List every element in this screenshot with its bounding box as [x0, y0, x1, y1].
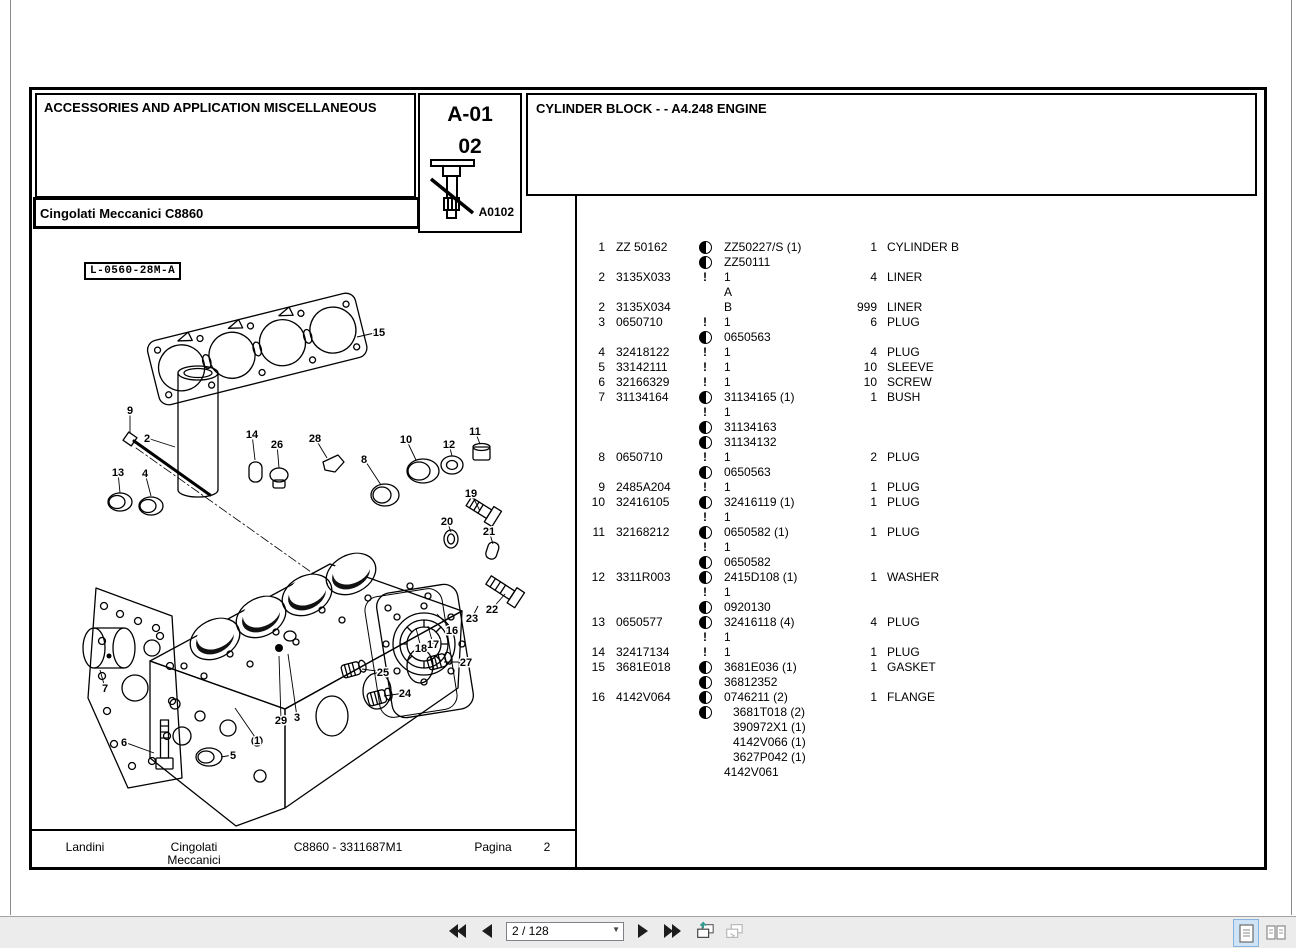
- alt-part-text: 2415D108 (1): [724, 570, 798, 584]
- quantity: 1: [870, 690, 877, 704]
- item-number: 6: [598, 375, 605, 389]
- single-page-icon: [1239, 924, 1254, 943]
- note-icon: !: [703, 585, 707, 599]
- alt-part-text: 1: [724, 315, 731, 329]
- section-code-line1: A-01: [447, 103, 493, 126]
- callout-number: 22: [485, 604, 499, 616]
- callout-number: 28: [308, 433, 322, 445]
- substitute-icon: [696, 255, 714, 270]
- substitute-icon: [696, 525, 714, 540]
- note-icon: !: [703, 345, 707, 359]
- callout-number: 5: [229, 750, 237, 762]
- callout-number: 2: [143, 433, 151, 445]
- alt-part-text: 0746211 (2): [724, 690, 788, 704]
- alt-part-text: ZZ50227/S (1): [724, 240, 802, 254]
- chevron-down-icon: ▼: [612, 924, 620, 934]
- table-row: [583, 480, 1259, 495]
- quantity: 1: [870, 645, 877, 659]
- alt-part-text: 4142V066 (1): [733, 735, 806, 749]
- substitute-icon: [696, 495, 714, 510]
- callout-number: 15: [372, 327, 386, 339]
- alt-part-text: 1: [724, 345, 731, 359]
- substitute-icon: [696, 675, 714, 690]
- alt-part-text: 3681T018 (2): [733, 705, 806, 719]
- window-left-border: [10, 0, 11, 915]
- callout-number: 4: [141, 468, 149, 480]
- description: FLANGE: [887, 690, 936, 704]
- table-row: [583, 375, 1259, 390]
- quantity: 10: [863, 360, 877, 374]
- section-code-line2: 02: [458, 135, 482, 158]
- alt-part-text: 4142V061: [724, 765, 779, 779]
- table-row: [583, 570, 1259, 615]
- description: PLUG: [887, 450, 920, 464]
- substitute-icon: [696, 555, 714, 570]
- callout-number: 21: [482, 526, 496, 538]
- part-number: 0650577: [616, 615, 663, 629]
- alt-part-text: 32416119 (1): [724, 495, 795, 509]
- footer-model: [167, 841, 220, 867]
- note-icon: !: [703, 510, 707, 524]
- part-number: 31134164: [616, 390, 669, 404]
- exploded-diagram: [32, 196, 575, 828]
- callout-number: 29: [274, 715, 288, 727]
- part-number: 32416105: [616, 495, 670, 509]
- note-icon: !: [703, 645, 707, 659]
- alt-part-text: 3627P042 (1): [733, 750, 806, 764]
- alt-part-text: 1: [724, 450, 731, 464]
- quantity: 1: [870, 525, 877, 539]
- callout-number: 27: [459, 657, 473, 669]
- callout-number: 12: [442, 439, 456, 451]
- quantity: 1: [870, 240, 877, 254]
- description: PLUG: [887, 345, 920, 359]
- substitute-icon: [696, 390, 714, 405]
- alt-part-text: ZZ50111: [724, 255, 771, 269]
- callout-leader: [288, 654, 297, 717]
- alt-part-text: 1: [724, 585, 731, 599]
- note-icon: !: [703, 540, 707, 554]
- description: PLUG: [887, 315, 920, 329]
- callout-number: 17: [426, 639, 440, 651]
- item-number: 9: [598, 480, 605, 494]
- part-number: 2485A204: [616, 480, 671, 494]
- alt-part-text: 1: [724, 375, 731, 389]
- alt-part-text: 1: [724, 360, 731, 374]
- substitute-icon: [696, 420, 714, 435]
- part-number: 0650710: [616, 315, 663, 329]
- alt-part-text: 0920130: [724, 600, 771, 614]
- item-number: 8: [598, 450, 605, 464]
- substitute-icon: [696, 660, 714, 675]
- description: PLUG: [887, 615, 920, 629]
- description: CYLINDER B: [887, 240, 960, 254]
- alt-part-text: 31134165 (1): [724, 390, 795, 404]
- note-icon: !: [703, 270, 707, 284]
- table-row: [583, 450, 1259, 480]
- previous-page-icon: [482, 924, 492, 938]
- substitute-icon: [696, 690, 714, 705]
- pane-divider: [575, 196, 577, 867]
- note-icon: !: [703, 630, 707, 644]
- note-icon: !: [703, 360, 707, 374]
- table-row: [583, 390, 1259, 450]
- quantity: 1: [870, 570, 877, 584]
- callout-number: 14: [245, 429, 259, 441]
- callout-number: 24: [398, 688, 412, 700]
- substitute-icon: [696, 615, 714, 630]
- quantity: 4: [870, 345, 877, 359]
- substitute-icon: [696, 240, 714, 255]
- item-number: 14: [591, 645, 605, 659]
- figure-label: L-0560-28M-A: [84, 262, 181, 280]
- footer-page-number: 2: [543, 840, 551, 854]
- callout-leader: [147, 438, 175, 447]
- compare-pages-icon: [724, 920, 744, 942]
- alt-part-text: 390972X1 (1): [733, 720, 806, 734]
- part-number: 4142V064: [616, 690, 671, 704]
- callout-number: 10: [399, 434, 413, 446]
- window-right-border: [1291, 0, 1292, 915]
- quantity: 1: [870, 480, 877, 494]
- quantity: 1: [870, 660, 877, 674]
- callout-number: 13: [111, 467, 125, 479]
- page-selector: [506, 922, 624, 941]
- section-title: ACCESSORIES AND APPLICATION MISCELLANEOUS: [44, 100, 377, 115]
- table-row: [583, 315, 1259, 345]
- description: LINER: [887, 300, 923, 314]
- alt-part-text: 1: [724, 645, 731, 659]
- item-number: 3: [598, 315, 605, 329]
- callout-number: 7: [101, 683, 109, 695]
- quantity: 1: [870, 495, 877, 509]
- callout-number: 19: [464, 488, 478, 500]
- callout-number: 25: [376, 667, 390, 679]
- item-number: 5: [598, 360, 605, 374]
- alt-part-text: 0650582: [724, 555, 771, 569]
- part-number: 3681E018: [616, 660, 671, 674]
- next-page-button[interactable]: [633, 921, 653, 941]
- section-header-box: [35, 93, 416, 198]
- table-row: [583, 615, 1259, 645]
- quantity: 4: [870, 270, 877, 284]
- section-icon-label: A0102: [478, 205, 514, 219]
- facing-pages-view-button[interactable]: [1264, 919, 1288, 945]
- description: SCREW: [887, 375, 932, 389]
- item-number: 16: [591, 690, 605, 704]
- table-row: [583, 525, 1259, 570]
- note-icon: !: [703, 375, 707, 389]
- part-number: 32166329: [616, 375, 670, 389]
- alt-part-text: 32416118 (4): [724, 615, 795, 629]
- quantity: 999: [856, 300, 877, 314]
- callout-number: 23: [465, 613, 479, 625]
- description: PLUG: [887, 525, 920, 539]
- substitute-icon: [696, 600, 714, 615]
- alt-part-text: 31134163: [724, 420, 777, 434]
- catalog-page: [29, 87, 1267, 870]
- quantity: 4: [870, 615, 877, 629]
- page-navigation: [448, 921, 744, 941]
- page-number-input[interactable]: [506, 922, 624, 941]
- item-number: 2: [598, 270, 605, 284]
- item-number: 10: [591, 495, 605, 509]
- part-number: 32418122: [616, 345, 670, 359]
- quantity: 10: [863, 375, 877, 389]
- callout-number: 18: [414, 643, 428, 655]
- quantity: 1: [870, 390, 877, 404]
- callout-number: 1: [253, 735, 261, 747]
- alt-part-text: 31134132: [724, 435, 777, 449]
- table-row: [583, 690, 1259, 780]
- item-number: 12: [591, 570, 605, 584]
- callout-number: 11: [469, 426, 481, 438]
- part-number: 3311R003: [616, 570, 671, 584]
- compare-pages-button[interactable]: [724, 921, 744, 941]
- callout-number: 20: [440, 516, 454, 528]
- item-number: 11: [592, 525, 605, 539]
- last-page-icon: [663, 924, 681, 938]
- table-row: [583, 270, 1259, 300]
- chapter-title: CYLINDER BLOCK - - A4.248 ENGINE: [536, 101, 767, 116]
- quantity: 6: [870, 315, 877, 329]
- model-label: Cingolati Meccanici C8860: [40, 205, 204, 221]
- substitute-icon: [696, 330, 714, 345]
- table-row: [583, 345, 1259, 360]
- table-row: [583, 495, 1259, 525]
- parts-table: [583, 240, 1259, 780]
- item-number: 1: [598, 240, 605, 254]
- table-row: [583, 300, 1259, 315]
- callout-leader: [279, 656, 281, 720]
- footer-model-line2: Meccanici: [167, 853, 221, 867]
- alt-part-text: B: [724, 300, 733, 314]
- table-row: [583, 240, 1259, 270]
- alt-part-text: 36812352: [724, 675, 778, 689]
- table-row: [583, 645, 1259, 660]
- note-icon: !: [703, 450, 707, 464]
- footer-divider: [32, 829, 577, 831]
- alt-part-text: 1: [724, 270, 731, 284]
- quantity: 2: [870, 450, 877, 464]
- part-number: 3135X034: [616, 300, 671, 314]
- facing-pages-icon: [1266, 923, 1286, 942]
- alt-part-text: 0650563: [724, 330, 771, 344]
- callout-number: 8: [360, 454, 368, 466]
- callout-number: 9: [126, 405, 134, 417]
- footer-brand: Landini: [65, 840, 105, 854]
- note-icon: !: [703, 315, 707, 329]
- description: LINER: [887, 270, 923, 284]
- footer-code: C8860 - 3311687M1: [293, 840, 403, 854]
- item-number: 13: [591, 615, 605, 629]
- single-page-view-button[interactable]: [1233, 919, 1259, 947]
- description: WASHER: [887, 570, 940, 584]
- alt-part-text: 1: [724, 480, 731, 494]
- export-page-button[interactable]: [695, 921, 715, 941]
- description: PLUG: [887, 495, 920, 509]
- first-page-icon: [449, 924, 467, 938]
- substitute-icon: [696, 705, 714, 720]
- next-page-icon: [638, 924, 648, 938]
- alt-part-text: A: [724, 285, 733, 299]
- description: SLEEVE: [887, 360, 934, 374]
- navigation-toolbar: [0, 916, 1296, 948]
- description: GASKET: [887, 660, 936, 674]
- alt-part-text: 1: [724, 405, 731, 419]
- part-number: ZZ 50162: [616, 240, 668, 254]
- previous-page-button[interactable]: [477, 921, 497, 941]
- item-number: 2: [598, 300, 605, 314]
- part-number: 0650710: [616, 450, 663, 464]
- substitute-icon: [696, 465, 714, 480]
- alt-part-text: 0650582 (1): [724, 525, 789, 539]
- callout-number: 16: [445, 625, 459, 637]
- footer-model-line1: Cingolati: [170, 840, 218, 854]
- table-row: [583, 360, 1259, 375]
- chapter-title-box: [526, 93, 1257, 196]
- item-number: 7: [598, 390, 605, 404]
- footer-page-label: Pagina: [474, 840, 512, 854]
- alt-part-text: 1: [724, 630, 731, 644]
- callout-number: 26: [270, 439, 284, 451]
- first-page-button[interactable]: [448, 921, 468, 941]
- last-page-button[interactable]: [662, 921, 682, 941]
- description: PLUG: [887, 645, 920, 659]
- substitute-icon: [696, 570, 714, 585]
- description: BUSH: [887, 390, 921, 404]
- part-number: 33142111: [616, 360, 668, 374]
- alt-part-text: 3681E036 (1): [724, 660, 797, 674]
- item-number: 15: [591, 660, 605, 674]
- substitute-icon: [696, 435, 714, 450]
- export-page-icon: [695, 920, 715, 942]
- note-icon: !: [703, 480, 707, 494]
- view-mode-switch: [1233, 919, 1288, 947]
- description: PLUG: [887, 480, 920, 494]
- alt-part-text: 1: [724, 510, 731, 524]
- callout-number: 3: [293, 712, 301, 724]
- note-icon: !: [703, 405, 707, 419]
- callout-number: 6: [120, 737, 128, 749]
- part-number: 3135X033: [616, 270, 671, 284]
- alt-part-text: 0650563: [724, 465, 771, 479]
- part-number: 32168212: [616, 525, 670, 539]
- alt-part-text: 1: [724, 540, 731, 554]
- part-number: 32417134: [616, 645, 670, 659]
- table-row: [583, 660, 1259, 690]
- item-number: 4: [598, 345, 605, 359]
